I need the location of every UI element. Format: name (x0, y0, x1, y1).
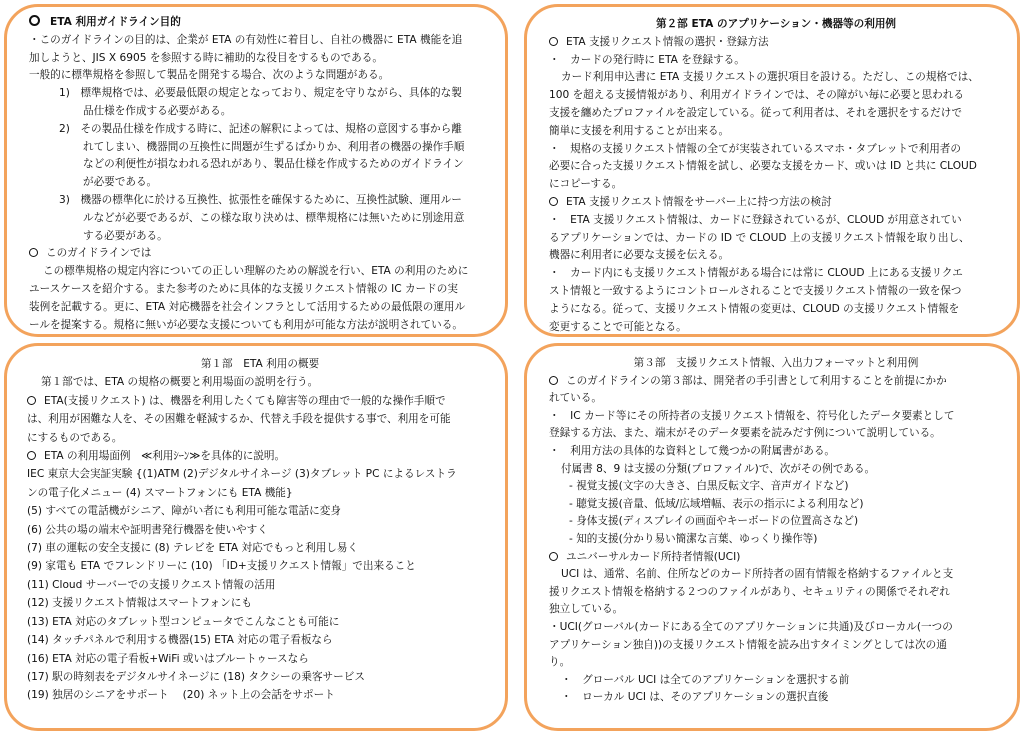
list-item: (6) 公共の場の端末や証明書発行機器を使いやすく (27, 523, 268, 536)
bullet-item: ・ グローバル UCI は全てのアプリケーションを選択する前 (561, 673, 850, 686)
text-line: 一般的に標準規格を参照して製品を開発する場合、次のような問題がある。 (29, 69, 390, 82)
text-line: アプリケーション独自))の支援リクエスト情報を読み出すタイミングとしては次の通 (549, 638, 947, 651)
circle-bullet-icon (549, 37, 558, 46)
text-line: にするものである。 (27, 431, 123, 444)
text-line: スト情報と一致するようにコントロールされることで支援リクエスト情報の一致を保つ (549, 284, 962, 297)
text-line: する必要がある。 (83, 229, 168, 242)
bullet-item: ・ 利用方法の具体的な資料として幾つかの附属書がある。 (549, 444, 836, 457)
list-item: (17) 駅の時刻表をデジタルサイネージに (18) タクシーの乗客サービス (27, 670, 365, 683)
text-line: 100 を超える支援情報があり、利用ガイドラインでは、その障がい毎に必要と思われる (549, 89, 964, 102)
circle-bullet-icon (29, 15, 40, 26)
bullet-item: ・ ETA 支援リクエスト情報は、カードに登録されているが、CLOUD が用意されてい (549, 213, 962, 226)
text-line: などの利便性が損なわれる恐れがあり、製品仕様を作成するためのガイドライン (83, 158, 464, 171)
list-item: (5) すべての電話機がシニア、障がい者にも利用可能な電話に変身 (27, 505, 341, 518)
text-line: るアプリケーションでは、カードの ID で CLOUD 上の支援リクエスト情報を取り出し、 (549, 231, 970, 244)
section-title: 第３部 支援リクエスト情報、入出力フォーマットと利用例 (633, 357, 919, 369)
section-title: 第１部 ETA 利用の概要 (200, 358, 320, 370)
bullet-item: ・ IC カード等にその所持者の支援リクエスト情報を、符号化したデータ要素として (549, 409, 955, 422)
subheading: ETA(支援リクエスト) は、機器を利用したくても障害等の理由で一般的な操作手順で (27, 392, 493, 410)
text-line: 装例を記載する。更に、ETA 対応機器を社会インフラとして活用するための最低限の運用ル (29, 300, 466, 313)
text-line: ルなどが必要であるが、この様な取り決めは、標準規格には無いために別途用意 (83, 211, 465, 224)
section-guideline-purpose (4, 4, 508, 337)
section-part1-overview (4, 343, 508, 731)
text-line: 必要に合った支援リクエスト情報を試し、必要な支援をカード、或いは ID と共に CLOUD (549, 160, 977, 173)
circle-bullet-icon (549, 197, 558, 206)
section-part2-applications (524, 4, 1020, 337)
text-line: ールを提案する。規格に無いが必要な支援についても利用が可能な方法が説明されている。 (29, 318, 463, 331)
text-line: 第１部では、ETA の規格の概要と利用場面の説明を行う。 (41, 376, 319, 389)
text-line: 支援を纏めたプロファイルを設定している。従って利用者は、それを選択をするだけで (549, 106, 962, 119)
list-item: (16) ETA 対応の電子看板+WiFi 或いはブルートゥースなら (27, 652, 309, 665)
dash-item: - 視覚支援(文字の大きさ、白黒反転文字、音声ガイドなど) (569, 480, 849, 493)
text-line: 援リクエスト情報を格納する２つのファイルがあり、セキュリティの関係でそれぞれ (549, 585, 950, 598)
text-line: 変更することで可能となる。 (549, 320, 687, 333)
circle-bullet-icon (29, 248, 38, 257)
text-line: 品仕様を作成する必要がある。 (83, 104, 232, 117)
dash-item: - 知的支援(分かり易い簡潔な言葉、ゆっくり操作等) (569, 532, 818, 545)
section-title: ETA 利用ガイドライン目的 (29, 14, 491, 32)
list-item: (19) 独居のシニアをサポート (20) ネット上の会話をサポート (27, 689, 335, 702)
section-title: 第２部 ETA のアプリケーション・機器等の利用例 (655, 18, 897, 30)
text-line: 簡単に支援を利用することが出来る。 (549, 124, 730, 137)
list-item: (14) タッチパネルで利用する機器(15) ETA 対応の電子看板なら (27, 634, 333, 647)
section-part3-formats (524, 343, 1020, 731)
circle-bullet-icon (27, 396, 36, 405)
subheading: このガイドラインでは (29, 245, 491, 263)
text-line: 独立している。 (549, 603, 624, 616)
list-item: (11) Cloud サーバーでの支援リクエスト情報の活用 (27, 578, 276, 591)
text-line: この標準規格の規定内容についての正しい理解のための解説を行い、ETA の利用のために (43, 265, 469, 278)
bullet-item: ・ カードの発行時に ETA を登録する。 (549, 53, 745, 66)
subheading: ユニバーサルカード所持者情報(UCI) (549, 549, 1003, 567)
circle-bullet-icon (27, 451, 36, 460)
text-line: 登録する方法、また、端末がそのデータ要素を読みだす例について説明している。 (549, 427, 941, 440)
bullet-item: ・ 規格の支援リクエスト情報の全てが実装されているスマホ・タブレットで利用者の (549, 142, 961, 155)
list-item: (9) 家電も ETA でフレンドリーに (10) 「ID+支援リクエスト情報」で出来ること (27, 560, 416, 573)
numbered-item: 3) 機器の標準化に於ける互換性、拡張性を確保するために、互換性試験、運用ルー (59, 193, 462, 206)
text-line: 加しようと、JIS X 6905 を参照する時に補助的な役目をするものである。 (29, 51, 383, 64)
circle-bullet-icon (549, 552, 558, 561)
text-line: が必要である。 (83, 176, 158, 189)
subheading: ETA の利用場面例 ≪利用ｼｰﾝ≫を具体的に説明。 (27, 447, 493, 465)
text-line: 機器に利用者に必要な支援を伝える。 (549, 249, 730, 262)
list-item: ンの電子化メニュー (4) スマートフォンにも ETA 機能} (27, 486, 293, 499)
dash-item: - 身体支援(ディスプレイの画面やキーボードの位置高さなど) (569, 515, 859, 528)
subheading: ETA 支援リクエスト情報の選択・登録方法 (549, 34, 1003, 52)
text-line: ユースケースを紹介する。また参考のために具体的な支援リクエスト情報の IC カードの実 (29, 282, 458, 295)
list-item: IEC 東京大会実証実験 {(1)ATM (2)デジタルサイネージ (3)タブレット PC によるレストラ (27, 468, 457, 481)
list-item: (13) ETA 対応のタブレット型コンピュータでこんなことも可能に (27, 615, 340, 628)
text-line: ・UCI(グローバル(カードにある全てのアプリケーションに共通)及びローカル(一つの (549, 620, 953, 633)
numbered-item: 1) 標準規格では、必要最低限の規定となっており、規定を守りながら、具体的な製 (59, 87, 462, 100)
list-item: (7) 車の運転の安全支援に (8) テレビを ETA 対応でもっと利用し易く (27, 542, 359, 555)
text-line: ようになる。従って、支援リクエスト情報の変更は、CLOUD の支援リクエスト情報を (549, 302, 960, 315)
circle-bullet-icon (549, 376, 558, 385)
subheading: このガイドラインの第３部は、開発者の手引書として利用することを前提にかか (549, 373, 1003, 391)
subheading: ETA 支援リクエスト情報をサーバー上に持つ方法の検討 (549, 194, 1003, 212)
text-line: は、利用が困難な人を、その困難を軽減するか、代替え手段を提供する事で、利用を可能 (27, 413, 451, 426)
dash-item: - 聴覚支援(音量、低域/広域増幅、表示の指示による利用など) (569, 497, 864, 510)
bullet-item: ・ カード内にも支援リクエスト情報がある場合には常に CLOUD 上にある支援リクエ (549, 267, 963, 280)
text-line: れてしまい、機器間の互換性に問題が生ずるばかりか、利用者の機器の操作手順 (83, 140, 465, 153)
text-line: カード利用申込書に ETA 支援リクエストの選択項目を設ける。ただし、この規格では、 (561, 71, 979, 84)
text-line: り。 (549, 656, 571, 669)
text-line: ・このガイドラインの目的は、企業が ETA の有効性に着目し、自社の機器に ETA 機能を追 (29, 33, 463, 46)
text-line: にコピーする。 (549, 178, 623, 191)
bullet-item: ・ ローカル UCI は、そのアプリケーションの選択直後 (561, 691, 829, 704)
list-item: (12) 支援リクエスト情報はスマートフォンにも (27, 597, 252, 610)
text-line: れている。 (549, 392, 602, 405)
text-line: 付属書 8、9 は支援の分類(プロファイル)で、次がその例である。 (561, 462, 876, 475)
text-line: UCI は、通常、名前、住所などのカード所持者の固有情報を格納するファイルと支 (561, 568, 954, 581)
numbered-item: 2) その製品仕様を作成する時に、記述の解釈によっては、規格の意図する事から離 (59, 122, 462, 135)
